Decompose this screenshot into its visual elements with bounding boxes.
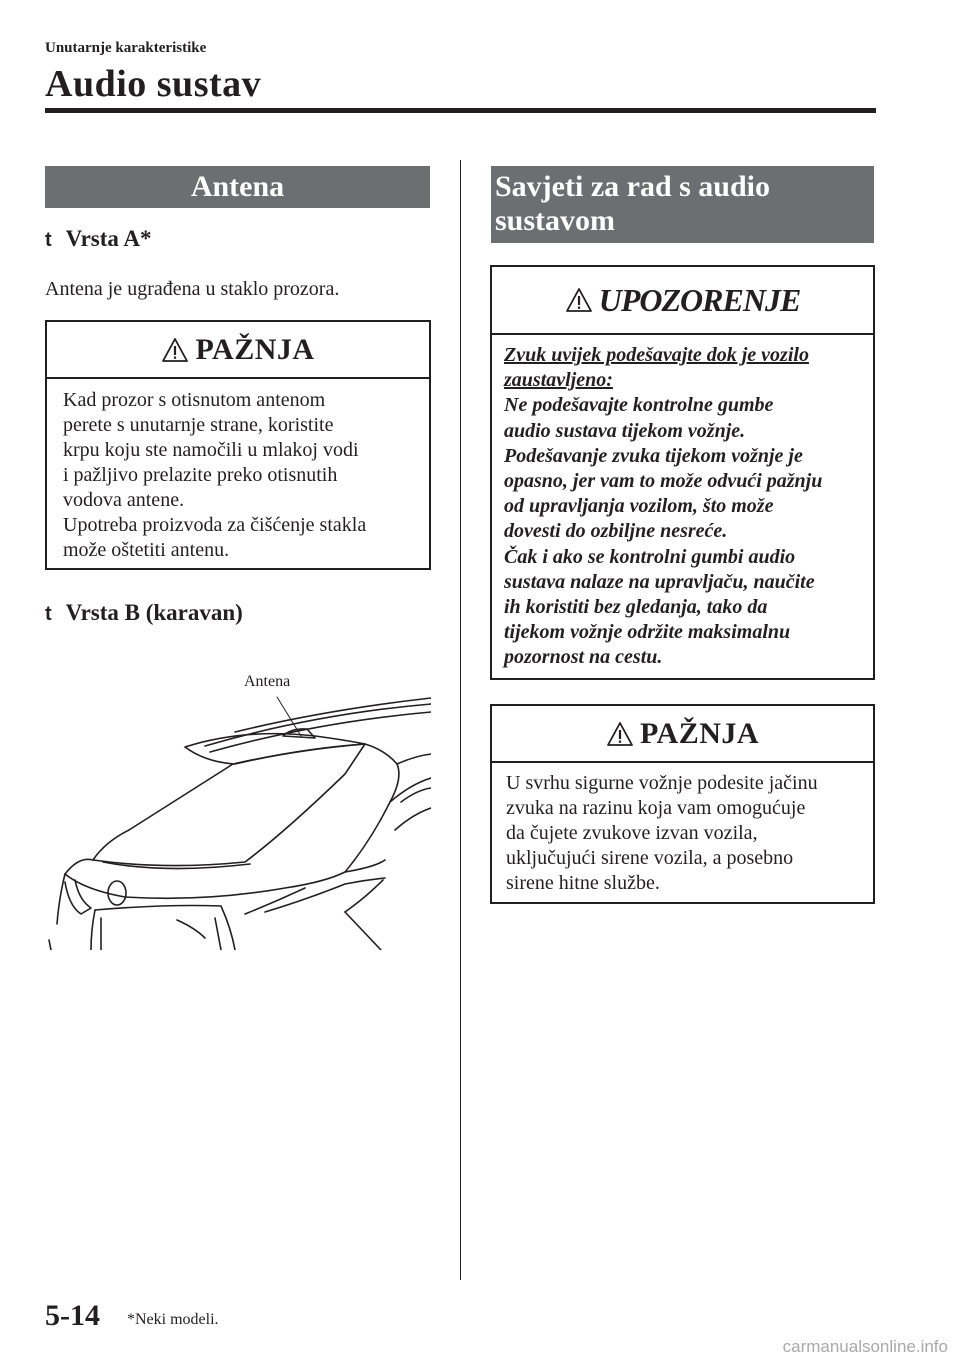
header-rule [45,108,876,113]
caution-line: Kad prozor s otisnutom antenom [63,389,326,411]
caution-title: PAŽNJA [195,332,315,366]
footnote: *Neki modeli. [127,1311,219,1328]
subheading-type-b [45,600,243,626]
caution-line: krpu koju ste namočili u mlakoj vodi [63,439,359,461]
chapter-title: Audio sustav [45,63,262,105]
caution-line: vodova antene. [63,489,185,511]
warning-body [492,335,873,671]
section-title-audio-tips [491,166,874,243]
section-title-line: Savjeti za rad s audio [495,170,771,203]
warning-line: ih koristiti bez gledanja, tako da [504,596,768,619]
watermark: carmanualsonline.info [782,1337,948,1356]
caution-line: U svrhu sigurne vožnje podesite jačinu [506,772,818,794]
warning-line: opasno, jer vam to može odvući pažnju [504,470,823,493]
subheading-type-a [45,226,151,252]
warning-underlined-line: zaustavljeno: [504,369,613,392]
caution-line: uključujući sirene vozila, a posebno [506,847,794,869]
page-number: 5-14 [45,1299,100,1332]
caution-body [492,763,873,896]
warning-triangle-icon [606,721,634,747]
caution-line: i pažljivo prelazite preko otisnutih [63,464,338,486]
warning-line: dovesti do ozbiljne nesreće. [504,520,728,543]
caution-box-antenna [45,320,431,570]
warning-title: UPOZORENJE [598,281,801,318]
type-a-description: Antena je ugrađena u staklo prozora. [45,278,340,300]
warning-line: Podešavanje zvuka tijekom vožnje je [504,444,803,467]
subheading-type-a-text: Vrsta A* [65,226,152,251]
caution-header [492,706,873,763]
caution-line: perete s unutarnje strane, koristite [63,414,334,436]
subheading-type-b-text: Vrsta B (karavan) [65,600,243,625]
caution-header [47,322,429,379]
warning-triangle-icon [161,337,189,363]
warning-line: Čak i ako se kontrolni gumbi audio [504,545,796,568]
breadcrumb: Unutarnje karakteristike [45,40,207,56]
warning-line: audio sustava tijekom vožnje. [504,419,746,442]
warning-header [492,267,873,335]
caution-line: može oštetiti antenu. [63,539,230,561]
warning-line: sustava nalaze na upravljaču, naučite [504,570,815,593]
caution-line: zvuka na razinu koja vam omogućuje [506,797,806,819]
bullet-icon: t [45,603,52,625]
warning-line: tijekom vožnje održite maksimalnu [504,621,791,644]
caution-line: sirene hitne službe. [506,872,660,894]
figure-label-antenna: Antena [244,673,291,690]
warning-underlined-line: Zvuk uvijek podešavajte dok je vozilo [504,344,809,366]
warning-line: od upravljanja vozilom, što može [504,495,774,518]
caution-body [47,379,429,563]
caution-line: Upotreba proizvoda za čišćenje stakla [63,514,367,536]
section-title-line: sustavom [495,204,616,237]
caution-title: PAŽNJA [639,716,760,750]
warning-box [490,265,875,680]
warning-line: pozornost na cestu. [504,646,663,669]
column-divider [460,160,461,1280]
bullet-icon: t [45,229,52,251]
section-title-antena: Antena [45,166,430,208]
caution-line: da čujete zvukove izvan vozila, [506,822,758,844]
car-rear-illustration [45,692,431,950]
warning-triangle-icon [565,287,593,313]
warning-line: Ne podešavajte kontrolne gumbe [504,394,774,417]
caution-box-volume [490,704,875,904]
